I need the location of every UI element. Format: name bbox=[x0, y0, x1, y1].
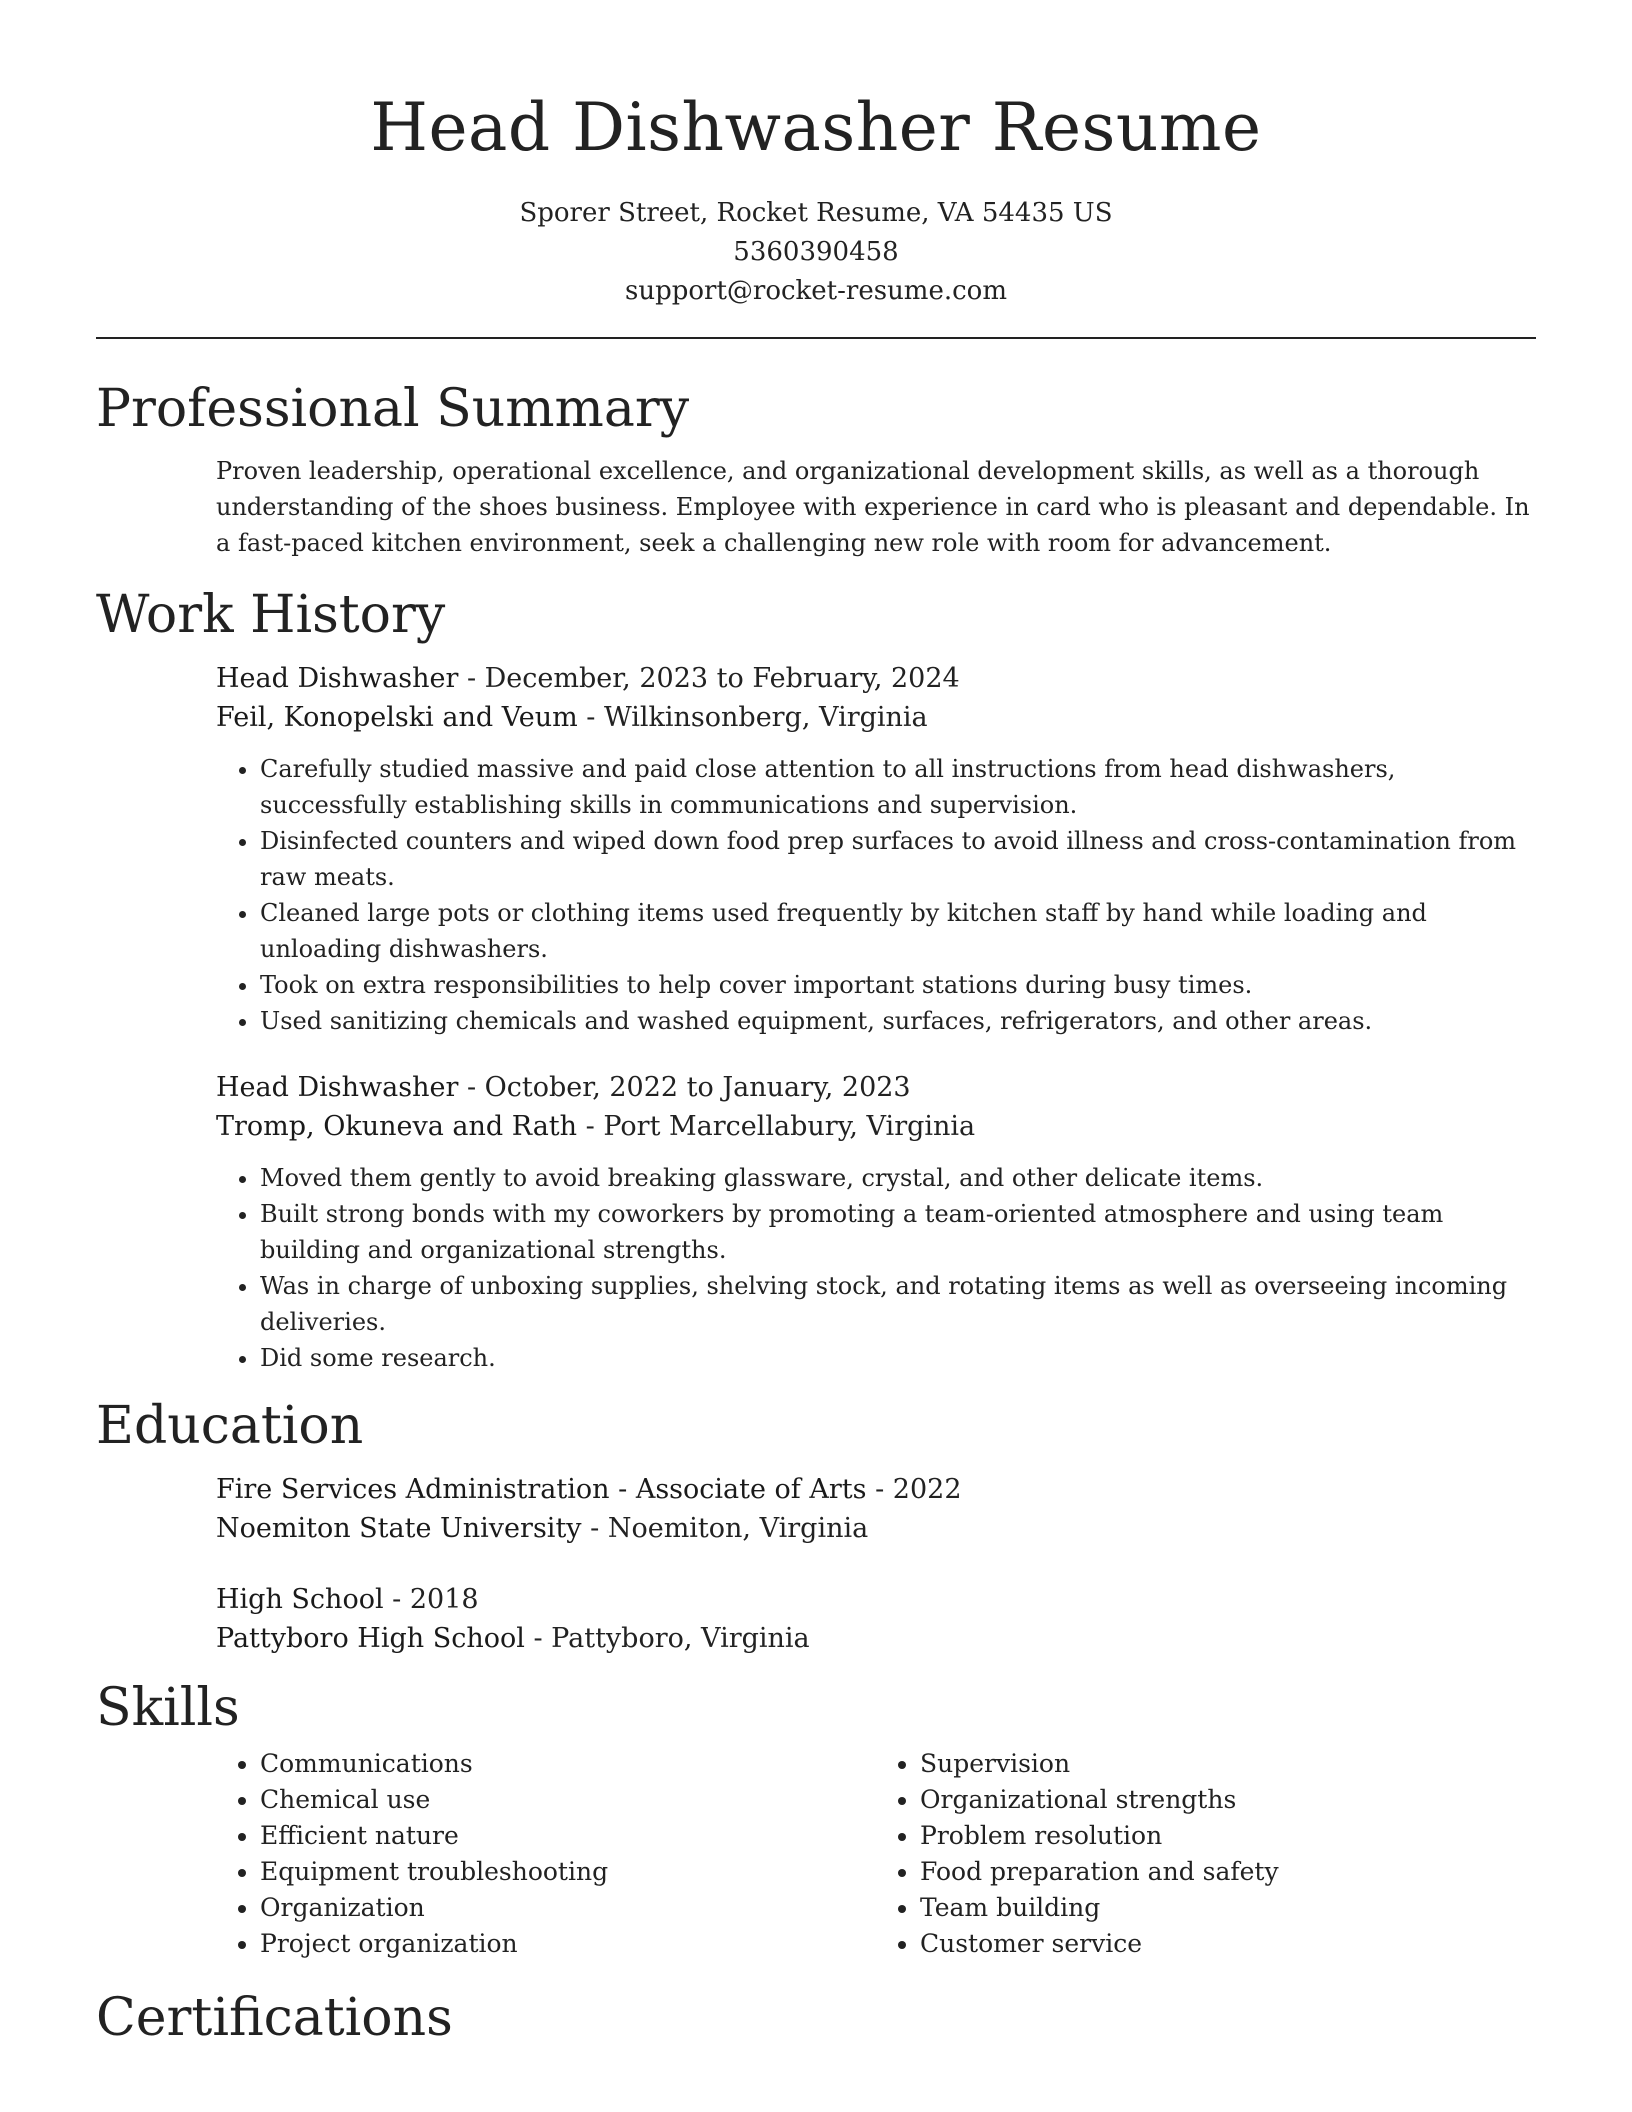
job-role: Head Dishwasher bbox=[216, 663, 459, 694]
email-text: support@rocket-resume.com bbox=[624, 276, 1007, 306]
work-section bbox=[96, 583, 1536, 1376]
skill-item: • Problem resolution bbox=[920, 1818, 1536, 1854]
job-title-line bbox=[216, 659, 1536, 698]
phone-text: 5360390458 bbox=[733, 237, 899, 267]
job-dates: - October, 2022 to January, 2023 bbox=[458, 1072, 911, 1103]
education-degree-line bbox=[216, 1470, 1536, 1509]
education-degree: Fire Services Administration - Associate of Arts bbox=[216, 1474, 867, 1505]
summary-section bbox=[96, 377, 1536, 561]
skill-item: • Organization bbox=[260, 1890, 876, 1926]
summary-text: Proven leadership, operational excellence, and organizational development skills, as well as a thorough understanding of the shoes business. Employee with experience in card who is pleasant and dependable. In a fast-paced kitchen environment, seek a challenging new role with room for advancement. bbox=[216, 457, 1530, 557]
job-title-line bbox=[216, 1068, 1536, 1107]
job-bullet: • Moved them gently to avoid breaking glassware, crystal, and other delicate items. bbox=[260, 1160, 1536, 1196]
resume-header bbox=[96, 0, 1536, 311]
job-bullets bbox=[216, 751, 1536, 1039]
job-role: Head Dishwasher bbox=[216, 1072, 459, 1103]
job-bullets bbox=[216, 1160, 1536, 1376]
skill-item: • Project organization bbox=[260, 1926, 876, 1962]
education-year: - 2018 bbox=[383, 1584, 479, 1615]
summary-heading: Professional Summary bbox=[96, 379, 690, 439]
job-location: - Port Marcellabury, Virginia bbox=[577, 1111, 976, 1142]
skill-item: • Team building bbox=[920, 1890, 1536, 1926]
education-year: - 2022 bbox=[866, 1474, 962, 1505]
job-entry bbox=[216, 659, 1536, 1039]
certifications-heading: Certifications bbox=[96, 1988, 453, 2048]
skills-columns bbox=[216, 1740, 1536, 1962]
resume-page bbox=[96, 0, 1536, 2050]
job-bullet: • Disinfected counters and wiped down food prep surfaces to avoid illness and cross-contamination from raw meats. bbox=[260, 823, 1536, 895]
skill-item: • Efficient nature bbox=[260, 1818, 876, 1854]
skills-list-right bbox=[876, 1746, 1536, 1962]
certifications-section bbox=[96, 1986, 1536, 2050]
job-company-line bbox=[216, 698, 1536, 737]
job-dates: - December, 2023 to February, 2024 bbox=[458, 663, 960, 694]
job-bullet: • Took on extra responsibilities to help cover important stations during busy times. bbox=[260, 967, 1536, 1003]
job-bullet: • Cleaned large pots or clothing items used frequently by kitchen staff by hand while loading and unloading dishwashers. bbox=[260, 895, 1536, 967]
education-entry bbox=[216, 1580, 1536, 1658]
education-school: Noemiton State University bbox=[216, 1513, 582, 1544]
skill-item: • Equipment troubleshooting bbox=[260, 1854, 876, 1890]
education-section bbox=[96, 1394, 1536, 1658]
job-entry bbox=[216, 1068, 1536, 1376]
education-location: - Noemiton, Virginia bbox=[581, 1513, 869, 1544]
job-bullet: • Used sanitizing chemicals and washed equipment, surfaces, refrigerators, and other areas. bbox=[260, 1003, 1536, 1039]
skills-heading: Skills bbox=[96, 1678, 240, 1738]
job-bullet: • Did some research. bbox=[260, 1340, 1536, 1376]
job-location: - Wilkinsonberg, Virginia bbox=[577, 702, 928, 733]
skill-item: • Food preparation and safety bbox=[920, 1854, 1536, 1890]
skill-item: • Communications bbox=[260, 1746, 876, 1782]
contact-block bbox=[96, 194, 1536, 311]
address-text: Sporer Street, Rocket Resume, VA 54435 US bbox=[519, 198, 1113, 228]
education-school-line bbox=[216, 1619, 1536, 1658]
job-company: Tromp, Okuneva and Rath bbox=[216, 1111, 578, 1142]
job-company: Feil, Konopelski and Veum bbox=[216, 702, 578, 733]
job-bullet: • Carefully studied massive and paid close attention to all instructions from head dishwashers, successfully establishing skills in communications and supervision. bbox=[260, 751, 1536, 823]
education-entry bbox=[216, 1470, 1536, 1548]
skills-list-left bbox=[216, 1746, 876, 1962]
education-location: - Pattyboro, Virginia bbox=[524, 1623, 810, 1654]
education-degree-line bbox=[216, 1580, 1536, 1619]
skill-item: • Organizational strengths bbox=[920, 1782, 1536, 1818]
skill-item: • Supervision bbox=[920, 1746, 1536, 1782]
education-school-line bbox=[216, 1509, 1536, 1548]
resume-title: Head Dishwasher Resume bbox=[370, 89, 1262, 166]
education-heading: Education bbox=[96, 1396, 364, 1456]
education-school: Pattyboro High School bbox=[216, 1623, 525, 1654]
skill-item: • Chemical use bbox=[260, 1782, 876, 1818]
job-company-line bbox=[216, 1107, 1536, 1146]
job-bullet: • Was in charge of unboxing supplies, shelving stock, and rotating items as well as overseeing incoming deliveries. bbox=[260, 1268, 1536, 1340]
education-degree: High School bbox=[216, 1584, 384, 1615]
job-bullet: • Built strong bonds with my coworkers by promoting a team-oriented atmosphere and using team building and organizational strengths. bbox=[260, 1196, 1536, 1268]
header-divider bbox=[96, 337, 1536, 339]
skill-item: • Customer service bbox=[920, 1926, 1536, 1962]
skills-section bbox=[96, 1676, 1536, 1962]
work-heading: Work History bbox=[96, 585, 446, 645]
